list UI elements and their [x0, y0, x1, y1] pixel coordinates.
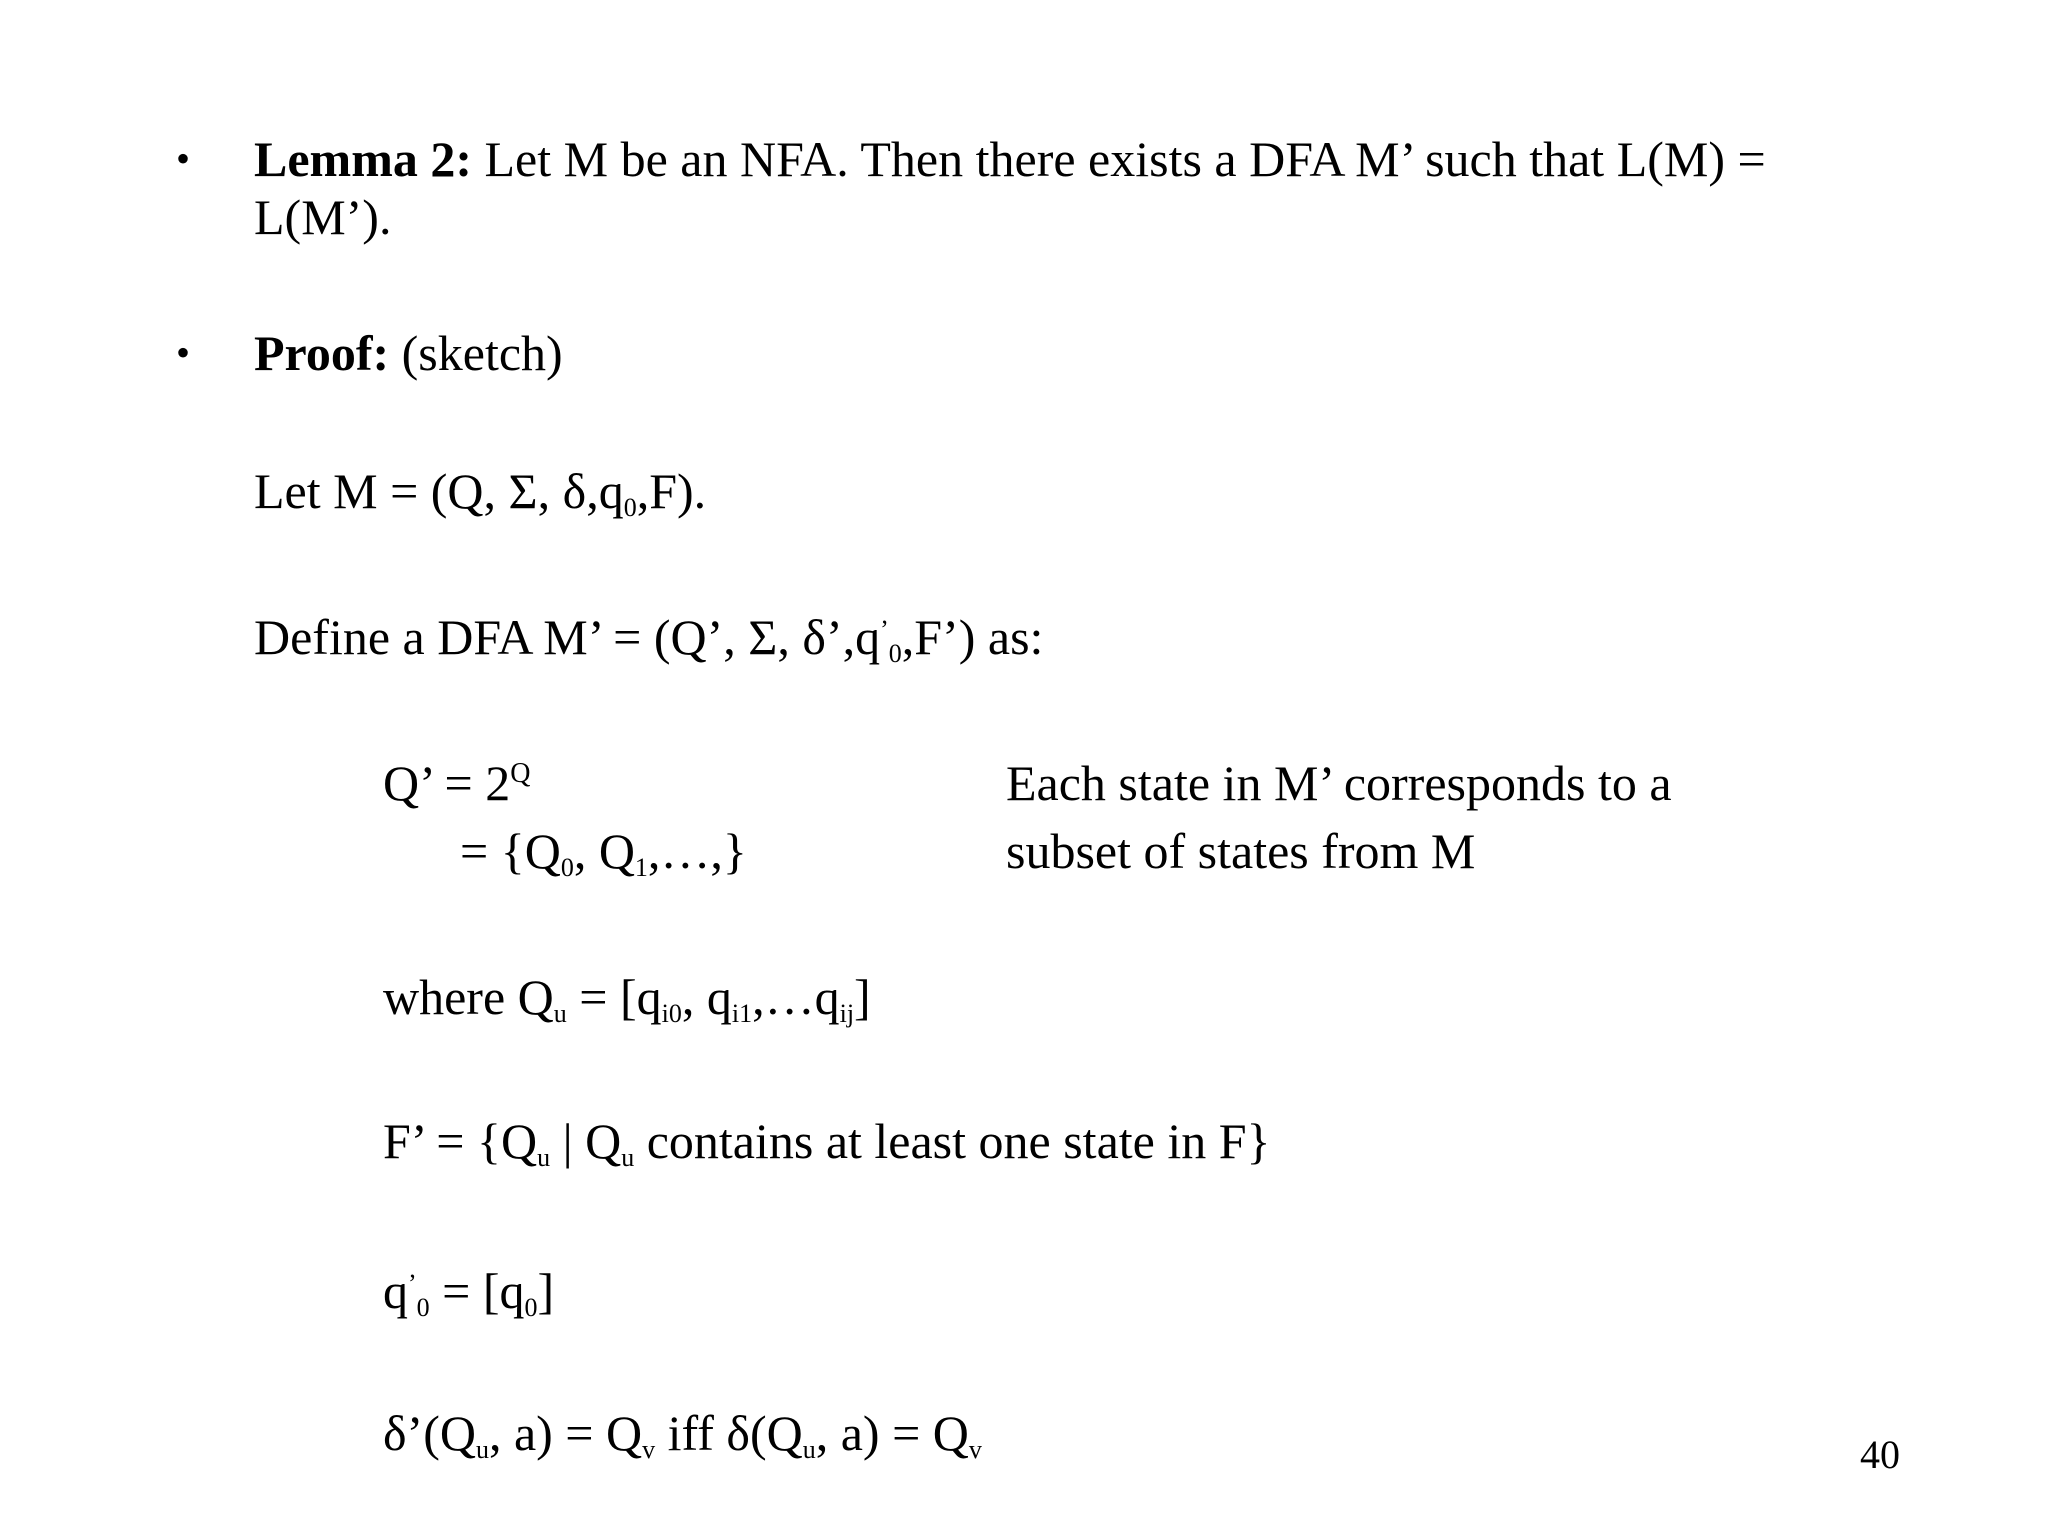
qprime-line-1 — [383, 754, 530, 812]
delta-sub1: u — [475, 1435, 489, 1464]
note-line-1: Each state in M’ corresponds to a — [1006, 755, 1672, 811]
proof-line — [254, 324, 563, 382]
qprime-a: Q’ = 2 — [383, 755, 511, 811]
lemma-label: Lemma 2: — [254, 131, 472, 187]
q0prime-b: = [q — [429, 1263, 525, 1319]
define-prime: ’ — [880, 615, 889, 644]
define-line — [254, 608, 1043, 666]
qprime-line2-b: , Q — [573, 823, 635, 879]
let-m-a: Let M = (Q, Σ, δ,q — [254, 463, 624, 519]
define-b: ,F’) as: — [901, 609, 1044, 665]
bullet-proof: • — [176, 330, 191, 375]
lemma-text-1: Let M be an NFA. Then there exists a DFA M’ such that L(M) = — [472, 131, 1766, 187]
q0prime-c: ] — [537, 1263, 555, 1319]
q0prime-sub2: 0 — [524, 1293, 538, 1322]
qprime-line2-a: = {Q — [460, 823, 561, 879]
lemma-line-2: L(M’). — [254, 189, 392, 245]
delta-sub2: v — [642, 1435, 656, 1464]
fprime-c: contains at least one state in F} — [634, 1113, 1271, 1169]
delta-c: iff δ(Q — [655, 1405, 803, 1461]
let-m-line — [254, 462, 706, 520]
let-m-b: ,F). — [636, 463, 707, 519]
qprime-line2-sub0: 0 — [560, 853, 574, 882]
where-line — [383, 968, 871, 1026]
delta-a: δ’(Q — [383, 1405, 476, 1461]
delta-b: , a) = Q — [488, 1405, 643, 1461]
q0prime-sub: 0 — [416, 1293, 430, 1322]
where-c: , q — [681, 969, 732, 1025]
where-sub-u: u — [553, 999, 567, 1028]
q0prime-line — [383, 1262, 554, 1320]
delta-line — [383, 1404, 982, 1462]
where-sub-i0: i0 — [661, 999, 682, 1028]
delta-sub4: v — [968, 1435, 982, 1464]
proof-text: (sketch) — [389, 325, 563, 381]
qprime-line2-sub1: 1 — [634, 853, 648, 882]
fprime-a: F’ = {Q — [383, 1113, 538, 1169]
where-b: = [q — [566, 969, 662, 1025]
define-a: Define a DFA M’ = (Q’, Σ, δ’,q — [254, 609, 881, 665]
q0prime-prime: ’ — [408, 1269, 417, 1298]
delta-sub3: u — [802, 1435, 816, 1464]
fprime-sub2: u — [621, 1143, 635, 1172]
where-sub-ij: ij — [839, 999, 855, 1028]
where-a: where Q — [383, 969, 554, 1025]
define-sub: 0 — [888, 639, 902, 668]
fprime-b: | Q — [550, 1113, 622, 1169]
delta-d: , a) = Q — [815, 1405, 969, 1461]
fprime-sub1: u — [537, 1143, 551, 1172]
lemma-line-1 — [254, 130, 1766, 188]
fprime-line — [383, 1112, 1271, 1170]
proof-label: Proof: — [254, 325, 390, 381]
bullet-lemma: • — [176, 136, 191, 181]
let-m-sub: 0 — [623, 493, 637, 522]
q0prime-a: q — [383, 1263, 408, 1319]
qprime-line-2 — [460, 822, 747, 880]
page-number: 40 — [1860, 1432, 1900, 1477]
note-line-2: subset of states from M — [1006, 823, 1476, 879]
where-d: ,…q — [752, 969, 840, 1025]
qprime-line2-c: ,…,} — [647, 823, 747, 879]
where-sub-i1: i1 — [731, 999, 753, 1028]
qprime-sup: Q — [510, 758, 531, 789]
where-e: ] — [854, 969, 871, 1025]
